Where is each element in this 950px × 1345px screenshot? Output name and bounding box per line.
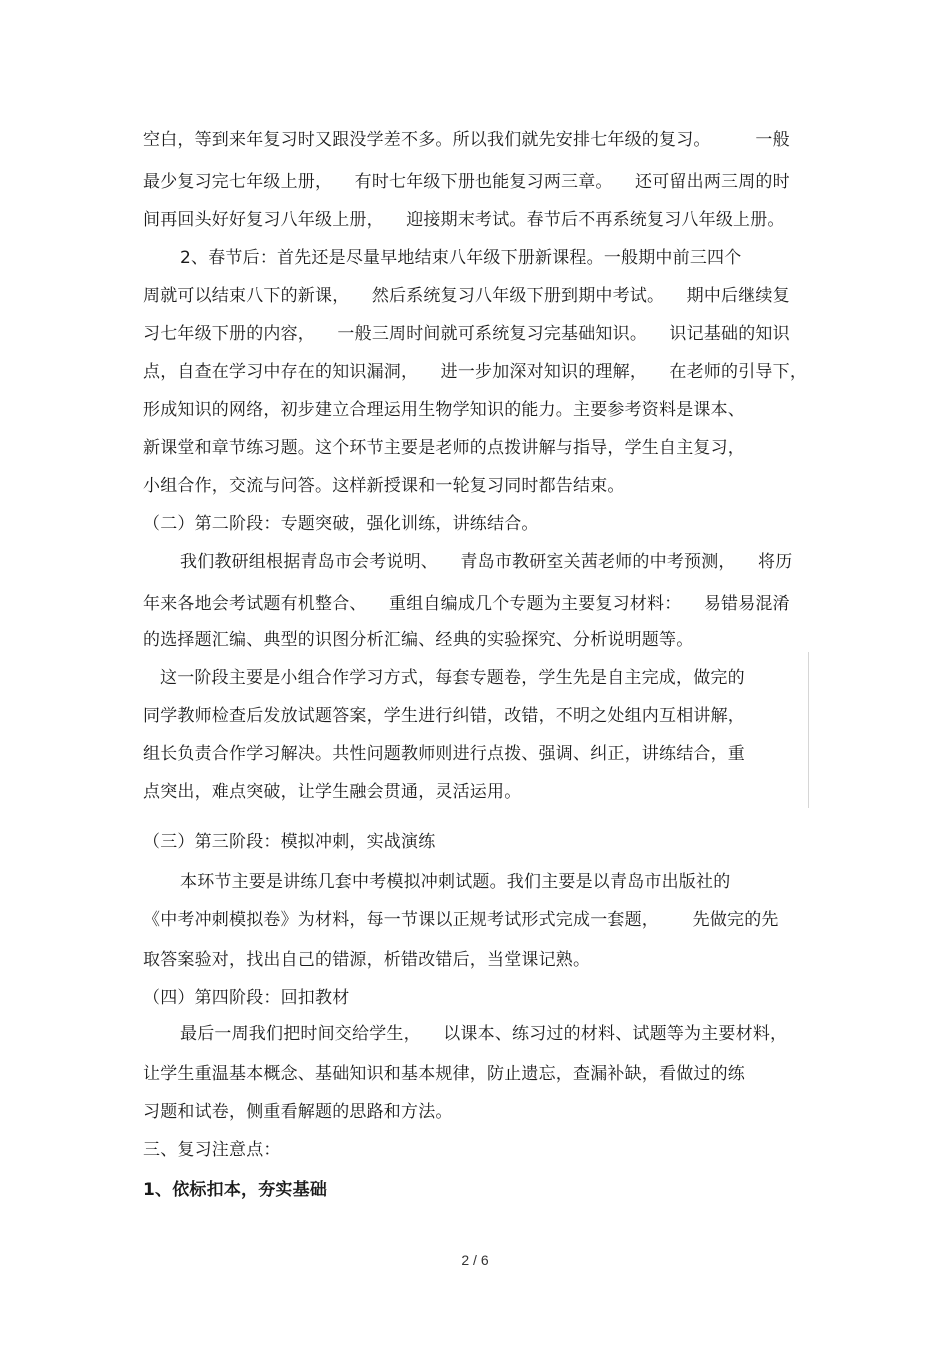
text-line: 新课堂和章节练习题。这个环节主要是老师的点拨讲解与指导，学生自主复习， xyxy=(143,438,745,458)
text-line: 习题和试卷，侧重看解题的思路和方法。 xyxy=(143,1102,453,1122)
text-line: 最少复习完七年级上册， 有时七年级下册也能复习两三章。 还可留出两三周的时 xyxy=(143,172,790,192)
text-line: 《中考冲刺模拟卷》为材料，每一节课以正规考试形式完成一套题， 先做完的先 xyxy=(143,910,779,930)
section-heading: （四）第四阶段：回扣教材 xyxy=(143,988,350,1008)
text-line: 让学生重温基本概念、基础知识和基本规律，防止遗忘，查漏补缺，看做过的练 xyxy=(143,1064,745,1084)
page-number: 2 / 6 xyxy=(461,1252,489,1268)
section-heading: 三、复习注意点： xyxy=(143,1140,281,1160)
text-line: 小组合作，交流与问答。这样新授课和一轮复习同时都告结束。 xyxy=(143,476,625,496)
section-heading: （三）第三阶段：模拟冲刺，实战演练 xyxy=(143,832,436,852)
text-line: 的选择题汇编、典型的识图分析汇编、经典的实验探究、分析说明题等。 xyxy=(143,630,694,650)
text-line: 周就可以结束八下的新课， 然后系统复习八年级下册到期中考试。 期中后继续复 xyxy=(143,286,790,306)
text-line: 空白，等到来年复习时又跟没学差不多。所以我们就先安排七年级的复习。 一般 xyxy=(143,130,790,150)
text-line: 取答案验对，找出自己的错源，析错改错后，当堂课记熟。 xyxy=(143,950,591,970)
text-line: 形成知识的网络，初步建立合理运用生物学知识的能力。主要参考资料是课本、 xyxy=(143,400,745,420)
text-line: 间再回头好好复习八年级上册， 迎接期末考试。春节后不再系统复习八年级上册。 xyxy=(143,210,785,230)
text-line: 同学教师检查后发放试题答案，学生进行纠错，改错，不明之处组内互相讲解， xyxy=(143,706,745,726)
text-line: 我们教研组根据青岛市会考说明、 青岛市教研室关茜老师的中考预测， 将历 xyxy=(180,552,793,572)
text-line: 习七年级下册的内容， 一般三周时间就可系统复习完基础知识。 识记基础的知识 xyxy=(143,324,790,344)
section-heading: （二）第二阶段：专题突破，强化训练，讲练结合。 xyxy=(143,514,539,534)
text-line: 组长负责合作学习解决。共性问题教师则进行点拨、强调、纠正，讲练结合，重 xyxy=(143,744,745,764)
subsection-heading: 1、依标扣本，夯实基础 xyxy=(143,1180,328,1200)
text-line: 最后一周我们把时间交给学生， 以课本、练习过的材料、试题等为主要材料， xyxy=(180,1024,788,1044)
text-line: 年来各地会考试题有机整合、 重组自编成几个专题为主要复习材料： 易错易混淆 xyxy=(143,594,790,614)
text-line: 点，自查在学习中存在的知识漏洞， 进一步加深对知识的理解， 在老师的引导下， xyxy=(143,362,808,382)
text-line: 点突出，难点突破，让学生融会贯通，灵活运用。 xyxy=(143,782,522,802)
text-line: 2、春节后：首先还是尽量早地结束八年级下册新课程。一般期中前三四个 xyxy=(180,248,742,268)
text-line: 这一阶段主要是小组合作学习方式，每套专题卷，学生先是自主完成，做完的 xyxy=(160,668,745,688)
text-line: 本环节主要是讲练几套中考模拟冲刺试题。我们主要是以青岛市出版社的 xyxy=(180,872,731,892)
vertical-rule xyxy=(808,652,809,808)
